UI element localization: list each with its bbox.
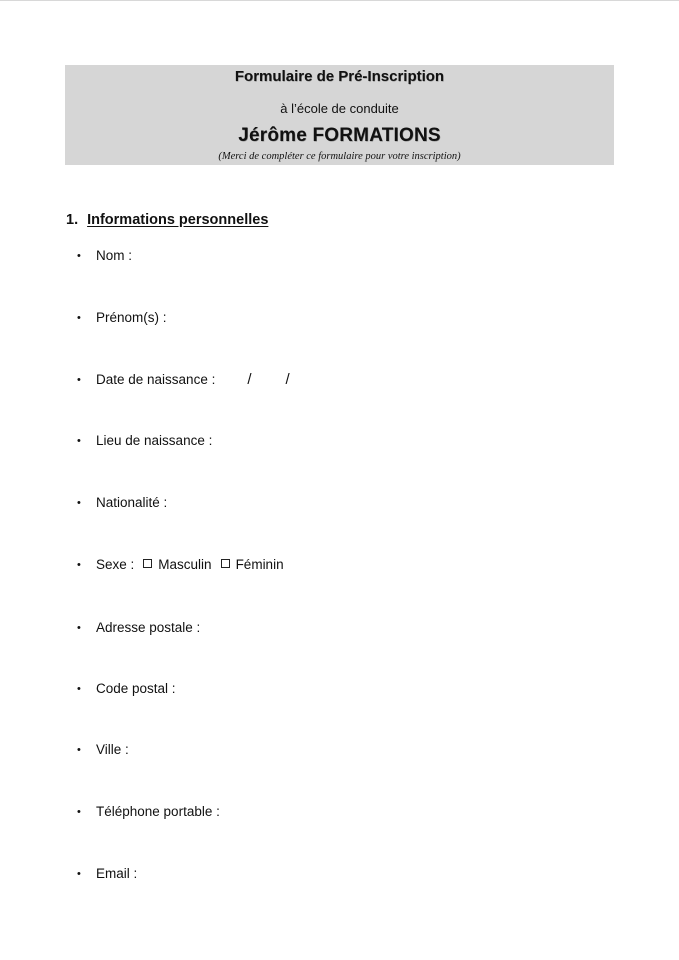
field-email[interactable] <box>77 864 137 884</box>
bullet-icon: • <box>77 250 81 262</box>
field-label-adresse: Adresse postale : <box>96 620 201 635</box>
bullet-icon: • <box>77 559 81 571</box>
section-number: 1. <box>66 212 79 228</box>
field-ville[interactable] <box>77 740 129 760</box>
field-lieu-naissance[interactable] <box>77 431 212 451</box>
field-nom[interactable] <box>77 246 132 266</box>
field-label-prenom: Prénom(s) : <box>96 310 167 325</box>
field-sexe <box>77 555 284 575</box>
date-separator-day-month: / <box>247 371 252 388</box>
field-nationalite[interactable] <box>77 493 167 513</box>
field-date-naissance[interactable] <box>77 370 290 390</box>
section-title: Informations personnelles <box>87 212 269 228</box>
field-code-postal[interactable] <box>77 679 176 699</box>
option-label-feminin[interactable]: Féminin <box>235 557 284 572</box>
bullet-icon: • <box>77 622 81 634</box>
form-subtitle: à l’école de conduite <box>280 101 399 116</box>
bullet-icon: • <box>77 683 81 695</box>
bullet-icon: • <box>77 312 81 324</box>
date-separator-month-year: / <box>285 371 290 388</box>
field-label-code-postal: Code postal : <box>96 681 176 696</box>
bullet-icon: • <box>77 435 81 447</box>
field-label-sexe: Sexe : <box>96 557 135 572</box>
form-title: Formulaire de Pré-Inscription <box>234 68 445 85</box>
bullet-icon: • <box>77 806 81 818</box>
section-heading-personal-info <box>66 212 268 228</box>
checkbox-feminin[interactable] <box>221 559 230 568</box>
field-label-email: Email : <box>96 866 138 881</box>
field-label-nom: Nom : <box>96 248 133 263</box>
form-header <box>65 65 614 165</box>
field-label-lieu-naissance: Lieu de naissance : <box>96 433 213 448</box>
bullet-icon: • <box>77 868 81 880</box>
field-label-nationalite: Nationalité : <box>96 495 168 510</box>
form-instruction-note: (Merci de compléter ce formulaire pour votre inscription) <box>218 151 461 162</box>
option-label-masculin[interactable]: Masculin <box>158 557 212 572</box>
field-adresse[interactable] <box>77 618 200 638</box>
field-prenom[interactable] <box>77 308 167 328</box>
page-top-border <box>0 0 679 1</box>
bullet-icon: • <box>77 497 81 509</box>
bullet-icon: • <box>77 374 81 386</box>
bullet-icon: • <box>77 744 81 756</box>
checkbox-masculin[interactable] <box>143 559 152 568</box>
field-label-date-naissance: Date de naissance : <box>96 372 216 387</box>
field-label-telephone: Téléphone portable : <box>96 804 220 819</box>
field-label-ville: Ville : <box>96 742 129 757</box>
field-telephone[interactable] <box>77 802 220 822</box>
school-name: Jérôme FORMATIONS <box>238 125 441 146</box>
